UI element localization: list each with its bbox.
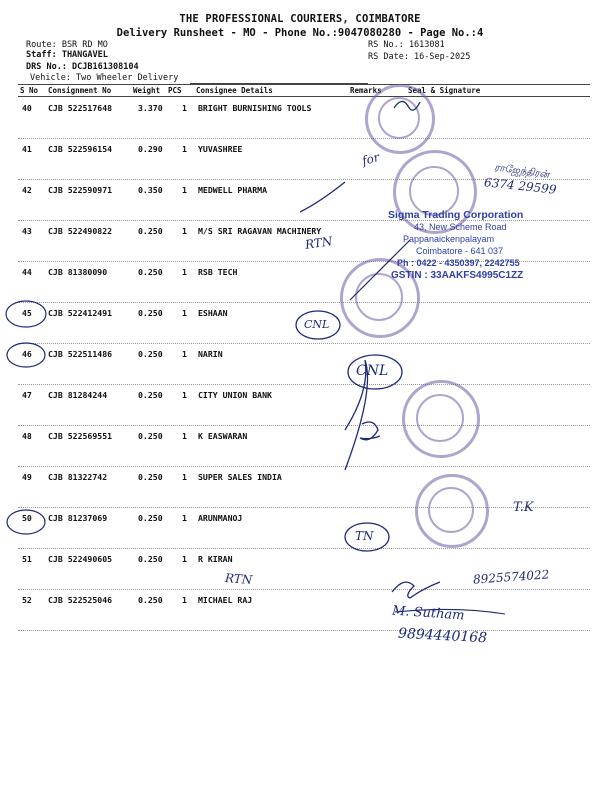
row-consignee: ARUNMANOJ xyxy=(198,513,243,523)
rs-date: RS Date: 16-Sep-2025 xyxy=(368,52,471,62)
row-weight: 0.290 xyxy=(138,144,163,154)
col-remarks-header: Remarks xyxy=(350,86,382,95)
receiver-name-52: M. Sutham xyxy=(391,603,465,624)
row-pcs: 1 xyxy=(182,472,187,482)
remark-cnl-46: CNL xyxy=(356,363,389,379)
row-pcs: 1 xyxy=(182,513,187,523)
row-pcs: 1 xyxy=(182,226,187,236)
row-weight: 0.250 xyxy=(138,267,163,277)
row-pcs: 1 xyxy=(182,431,187,441)
row-consignee: SUPER SALES INDIA xyxy=(198,472,282,482)
row-pcs: 1 xyxy=(182,267,187,277)
row-consignment: CJB 81380090 xyxy=(48,267,108,277)
row-sno: 49 xyxy=(22,472,32,482)
stamp-address-1: 43, New Scheme Road xyxy=(414,222,507,232)
row-sno: 46 xyxy=(22,349,32,359)
stamp-gstin: GSTIN : 33AAKFS4995C1ZZ xyxy=(391,270,524,281)
stamp-company-name: Sigma Trading Corporation xyxy=(388,209,524,221)
row-pcs: 1 xyxy=(182,554,187,564)
row-weight: 0.250 xyxy=(138,431,163,441)
receiver-phone-42: 6374 29599 xyxy=(483,175,558,197)
row-weight: 0.250 xyxy=(138,595,163,605)
row-consignee: K EASWARAN xyxy=(198,431,248,441)
row-sno: 47 xyxy=(22,390,32,400)
signature-stroke-44 xyxy=(350,240,410,300)
remark-for-42: for xyxy=(360,149,381,169)
col-consignment-header: Consignment No xyxy=(48,86,112,95)
row-consignee: R KIRAN xyxy=(198,554,233,564)
row-weight: 3.370 xyxy=(138,103,163,113)
row-sno: 42 xyxy=(22,185,32,195)
row-consignment: CJB 522412491 xyxy=(48,308,113,318)
receiver-phone-52: 9894440168 xyxy=(397,625,488,647)
row-pcs: 1 xyxy=(182,390,187,400)
col-sno-header: S No xyxy=(20,86,39,95)
col-pcs-header: PCS xyxy=(168,86,182,95)
signature-stroke-42 xyxy=(300,182,345,212)
row-sno: 52 xyxy=(22,595,32,605)
row-sno: 41 xyxy=(22,144,32,154)
row-weight: 0.250 xyxy=(138,390,163,400)
row-sno: 45 xyxy=(22,308,32,318)
row-pcs: 1 xyxy=(182,595,187,605)
row-consignment: CJB 522511486 xyxy=(48,349,113,359)
row-sno: 51 xyxy=(22,554,32,564)
route-label: Route: BSR RD MO xyxy=(26,40,108,50)
signature-stroke-51 xyxy=(392,582,440,598)
stamp-address-3: Coimbatore - 641 037 xyxy=(416,246,504,256)
rs-number: RS No.: 1613081 xyxy=(368,40,445,50)
circle-mark-46 xyxy=(7,343,45,367)
row-consignee: MICHAEL RAJ xyxy=(198,595,253,605)
row-consignment: CJB 81322742 xyxy=(48,472,108,482)
row-weight: 0.250 xyxy=(138,226,163,236)
signature-stroke-40 xyxy=(394,101,420,110)
row-consignment: CJB 522490605 xyxy=(48,554,113,564)
row-sno: 43 xyxy=(22,226,32,236)
row-consignment: CJB 522569551 xyxy=(48,431,113,441)
row-weight: 0.250 xyxy=(138,308,163,318)
row-sno: 50 xyxy=(22,513,32,523)
col-weight-header: Weight xyxy=(133,86,161,95)
row-consignment: CJB 522490822 xyxy=(48,226,113,236)
circle-mark-50 xyxy=(7,510,45,534)
row-consignee: CITY UNION BANK xyxy=(198,390,272,400)
receiver-phone-51: 8925574022 xyxy=(472,567,550,587)
row-pcs: 1 xyxy=(182,185,187,195)
stamp-phone: Ph : 0422 - 4350397, 2242755 xyxy=(397,258,520,268)
row-consignee: YUVASHREE xyxy=(198,144,243,154)
row-consignee: ESHAAN xyxy=(198,308,228,318)
col-seal-header: Seal & Signature xyxy=(408,86,481,95)
row-consignee: M/S SRI RAGAVAN MACHINERY xyxy=(198,226,322,236)
remark-cnl-45: CNL xyxy=(304,318,330,331)
row-consignment: CJB 81237069 xyxy=(48,513,108,523)
row-consignment: CJB 522590971 xyxy=(48,185,113,195)
row-consignment: CJB 522525046 xyxy=(48,595,113,605)
row-consignee: BRIGHT BURNISHING TOOLS xyxy=(198,103,312,113)
row-weight: 0.350 xyxy=(138,185,163,195)
row-sno: 44 xyxy=(22,267,32,277)
remark-rtn-51: RTN xyxy=(224,571,253,587)
row-sno: 40 xyxy=(22,103,32,113)
circle-mark-45 xyxy=(6,301,46,327)
row-pcs: 1 xyxy=(182,308,187,318)
row-consignment: CJB 522596154 xyxy=(48,144,113,154)
stamp-address-2: Pappanaickenpalayam xyxy=(403,234,495,244)
staff-label: Staff: THANGAVEL xyxy=(26,50,108,60)
signature-tk-49: T.K xyxy=(513,500,534,515)
company-title: THE PROFESSIONAL COURIERS, COIMBATORE xyxy=(179,13,421,25)
col-consignee-header: Consignee Details xyxy=(196,86,273,95)
runsheet-subtitle: Delivery Runsheet - MO - Phone No.:9047080280 - Page No.:4 xyxy=(116,27,484,39)
row-sno: 48 xyxy=(22,431,32,441)
remark-tn-50: TN xyxy=(355,529,374,543)
row-weight: 0.250 xyxy=(138,513,163,523)
row-consignment: CJB 81284244 xyxy=(48,390,108,400)
row-consignment: CJB 522517648 xyxy=(48,103,113,113)
drs-number: DRS No.: DCJB161308104 xyxy=(26,62,139,72)
row-weight: 0.250 xyxy=(138,554,163,564)
row-consignee: RSB TECH xyxy=(198,267,238,277)
receiver-name-42: ராஜேந்திரன் xyxy=(493,162,550,181)
signature-stroke-48 xyxy=(360,422,380,440)
row-pcs: 1 xyxy=(182,349,187,359)
row-consignee: MEDWELL PHARMA xyxy=(198,185,268,195)
row-weight: 0.250 xyxy=(138,472,163,482)
row-pcs: 1 xyxy=(182,103,187,113)
remark-rtn-43: RTN xyxy=(304,234,334,252)
row-pcs: 1 xyxy=(182,144,187,154)
vehicle-label: Vehicle: Two Wheeler Delivery xyxy=(30,73,179,83)
row-weight: 0.250 xyxy=(138,349,163,359)
row-consignee: NARIN xyxy=(198,349,223,359)
